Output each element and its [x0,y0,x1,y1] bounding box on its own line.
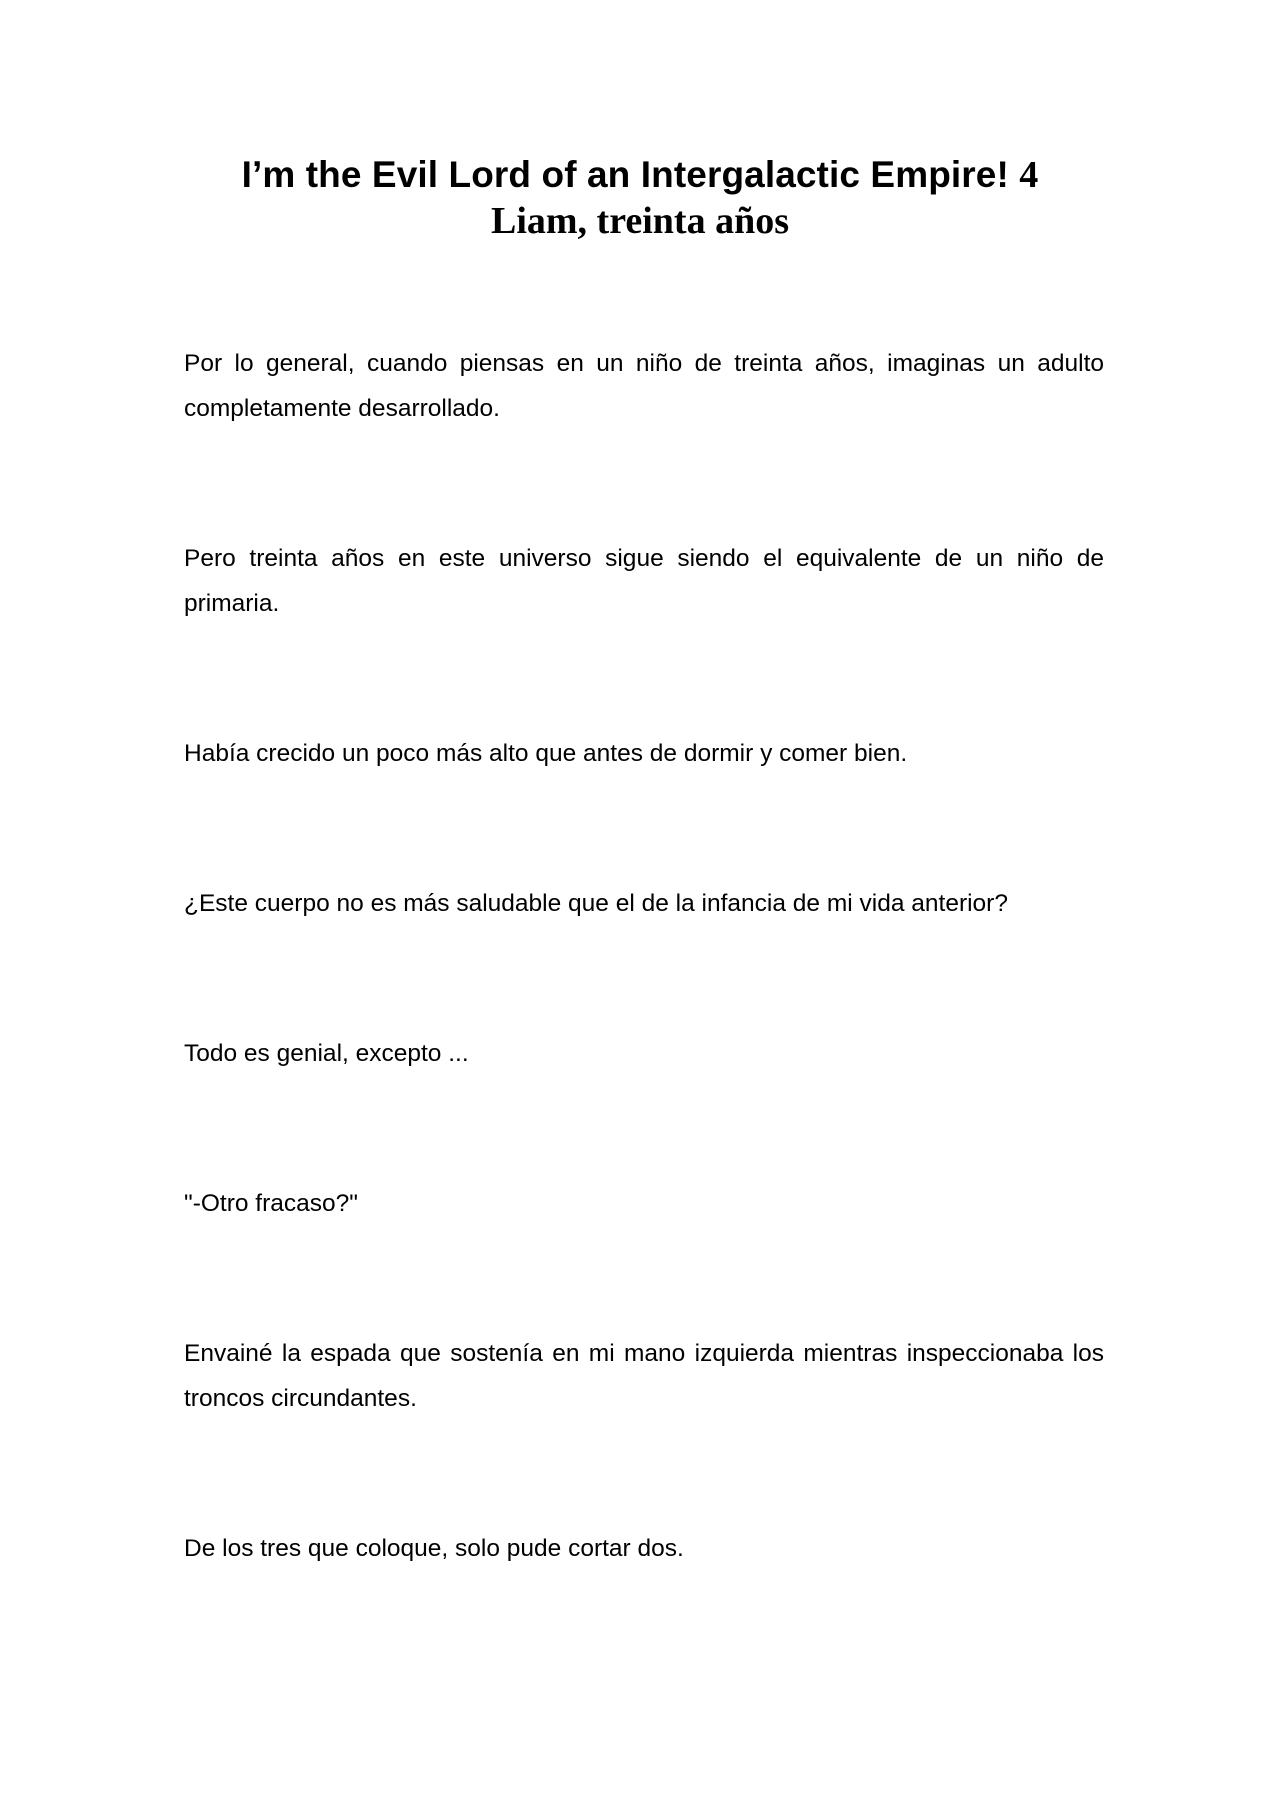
chapter-subtitle: Liam, treinta años [490,200,790,242]
page-title [0,152,1280,198]
paragraph: Pero treinta años en este universo sigue siendo el equivalente de un niño de primaria. [184,545,1104,617]
paragraph: "-Otro fracaso?" [184,1190,358,1217]
paragraph: ¿Este cuerpo no es más saludable que el de la infancia de mi vida anterior? [184,890,1008,917]
title-block [0,152,1280,244]
paragraph: Envainé la espada que sostenía en mi mano izquierda mientras inspeccionaba los troncos circundantes. [184,1340,1104,1412]
title-text: I’m the Evil Lord of an Intergalactic Empire! [241,154,1009,195]
paragraph: De los tres que coloque, solo pude cortar dos. [184,1535,684,1562]
title-number: 4 [1019,154,1039,196]
paragraph: Había crecido un poco más alto que antes de dormir y comer bien. [184,740,908,767]
paragraph: Todo es genial, excepto ... [184,1040,469,1067]
paragraph: Por lo general, cuando piensas en un niño de treinta años, imaginas un adulto completamente desarrollado. [184,350,1104,422]
